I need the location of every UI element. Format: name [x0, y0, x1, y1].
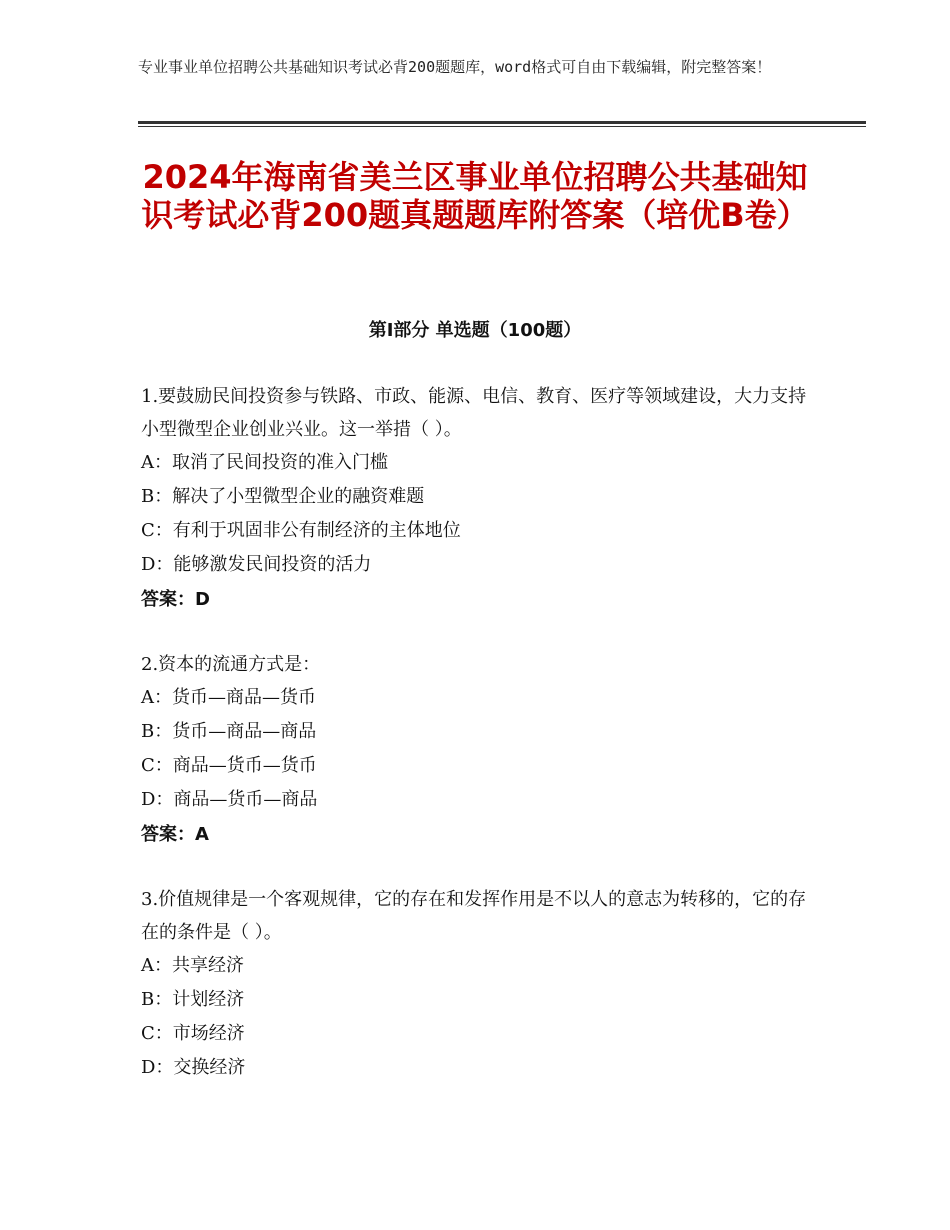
option-d: D：能够激发民间投资的活力 [141, 554, 372, 575]
question-text: 1.要鼓励民间投资参与铁路、市政、能源、电信、教育、医疗等领域建设，大力支持小型微型企业创业兴业。这一举措（ ）。 [141, 386, 807, 440]
question-text: 2.资本的流通方式是： [141, 654, 321, 675]
header-rule-thin [138, 126, 866, 127]
option-d: D：商品—货币—商品 [141, 789, 318, 810]
option-a: A：货币—商品—货币 [141, 687, 316, 708]
section-heading: 第Ⅰ部分 单选题（100题） [368, 320, 582, 341]
option-c: C：有利于巩固非公有制经济的主体地位 [141, 520, 461, 541]
option-d: D：交换经济 [141, 1057, 246, 1078]
question-text: 3.价值规律是一个客观规律，它的存在和发挥作用是不以人的意志为转移的，它的存在的条件是（ ）。 [141, 889, 807, 943]
question-3 [141, 883, 811, 1085]
answer: 答案：D [141, 589, 210, 610]
answer: 答案：A [141, 824, 209, 845]
question-list [141, 380, 811, 1115]
option-b: B：计划经济 [141, 989, 245, 1010]
header-note: 专业事业单位招聘公共基础知识考试必背200题题库，word格式可自由下载编辑，附完整答案！ [138, 58, 772, 76]
option-a: A：共享经济 [141, 955, 244, 976]
question-1 [141, 380, 811, 618]
header-rule-thick [138, 121, 866, 124]
option-b: B：解决了小型微型企业的融资难题 [141, 486, 425, 507]
option-c: C：商品—货币—货币 [141, 755, 317, 776]
option-c: C：市场经济 [141, 1023, 245, 1044]
option-b: B：货币—商品—商品 [141, 721, 317, 742]
document-title: 2024年海南省美兰区事业单位招聘公共基础知识考试必背200题真题题库附答案（培优B卷） [141, 158, 809, 234]
option-a: A：取消了民间投资的准入门槛 [141, 452, 388, 473]
question-2 [141, 648, 811, 853]
